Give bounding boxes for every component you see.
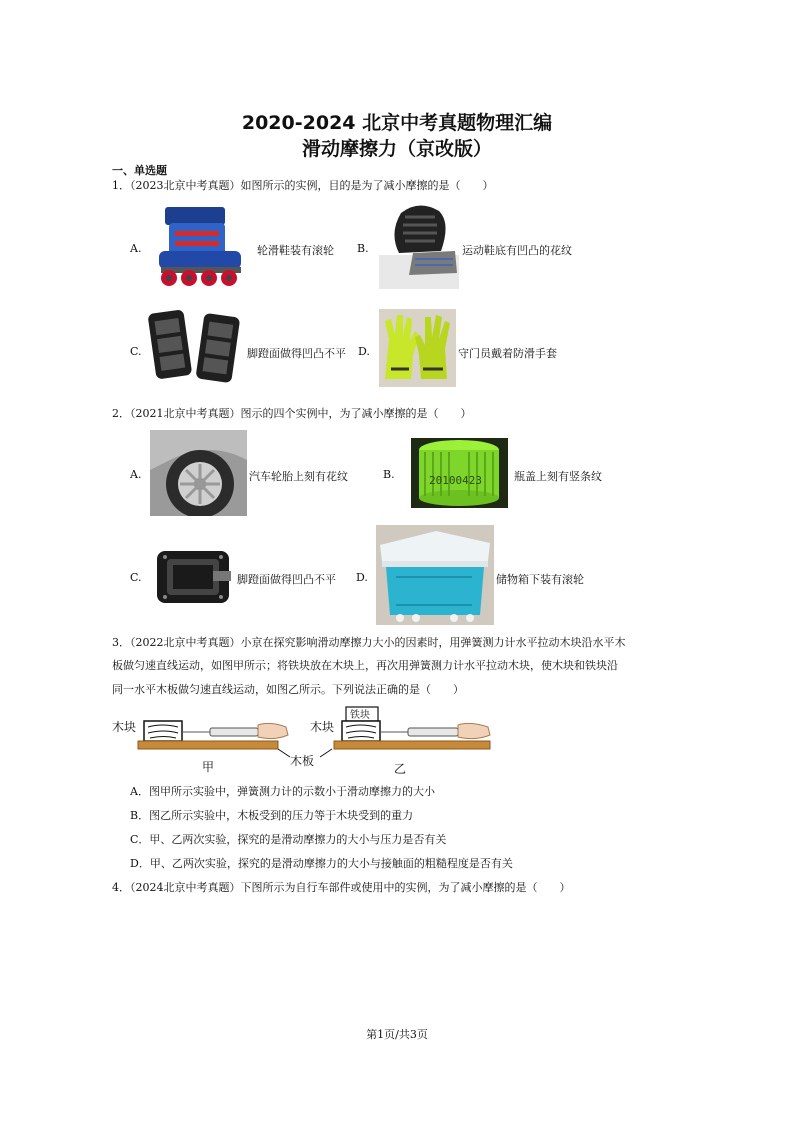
q3-label-jia: 甲 <box>202 760 215 774</box>
q2-option-a-letter: A. <box>130 468 142 481</box>
q3-option-a: A．图甲所示实验中，弹簧测力计的示数小于滑动摩擦力的大小 <box>130 785 435 798</box>
q1-image-roller-skate <box>155 203 250 289</box>
q1-option-c-text: 脚蹬面做得凹凸不平 <box>247 347 346 360</box>
q2-option-c-text: 脚蹬面做得凹凸不平 <box>237 573 336 586</box>
q4-stem: 4．（2024北京中考真题）下图所示为自行车部件或使用中的实例，为了减小摩擦的是（ ） <box>112 881 571 894</box>
q1-stem: 1．（2023北京中考真题）如图所示的实例，目的是为了减小摩擦的是（ ） <box>112 179 494 192</box>
q3-stem-line1: 3．（2022北京中考真题）小京在探究影响滑动摩擦力大小的因素时，用弹簧测力计水平拉动木块沿水平木 <box>112 636 626 649</box>
q1-option-a-letter: A. <box>130 242 142 255</box>
q1-option-b-text: 运动鞋底有凹凸的花纹 <box>462 244 572 257</box>
doc-title-line1: 2020-2024 北京中考真题物理汇编 <box>241 112 553 134</box>
q3-label-yi: 乙 <box>394 762 407 776</box>
q3-spring-scale-2 <box>408 728 458 736</box>
q2-option-c-letter: C. <box>130 571 142 584</box>
q2-option-b-letter: B. <box>383 468 395 481</box>
q1-image-goalkeeper-gloves <box>379 309 456 387</box>
q3-label-iron-block: 铁块 <box>350 710 370 721</box>
q3-stem-line2: 板做匀速直线运动，如图甲所示；将铁块放在木块上，再次用弹簧测力计水平拉动木块，使木块和铁块沿 <box>112 659 618 672</box>
q2-option-b-text: 瓶盖上刻有竖条纹 <box>514 470 602 483</box>
q2-image-car-tire <box>150 430 247 516</box>
q1-option-d-letter: D. <box>358 345 370 358</box>
section-heading: 一、单选题 <box>112 164 167 177</box>
q3-experiment-figure <box>110 705 500 780</box>
q3-hand-1 <box>258 723 288 738</box>
q3-board-2 <box>334 741 490 749</box>
q3-stem-line3: 同一水平木板做匀速直线运动，如图乙所示。下列说法正确的是（ ） <box>112 683 464 696</box>
q1-option-d-text: 守门员戴着防滑手套 <box>458 347 557 360</box>
q1-option-c-letter: C. <box>130 345 142 358</box>
q1-image-sneaker-sole <box>379 203 459 289</box>
q1-image-pedals <box>148 305 243 387</box>
q3-option-d: D．甲、乙两次实验，探究的是滑动摩擦力的大小与接触面的粗糙程度是否有关 <box>130 857 513 870</box>
q3-label-board: 木板 <box>290 754 315 768</box>
q3-option-c: C．甲、乙两次实验，探究的是滑动摩擦力的大小与压力是否有关 <box>130 833 447 846</box>
q2-option-a-text: 汽车轮胎上刻有花纹 <box>249 470 348 483</box>
q3-spring-scale-1 <box>210 728 258 736</box>
q1-option-b-letter: B. <box>357 242 369 255</box>
q3-label-wood-block-1: 木块 <box>112 720 137 734</box>
q2-option-d-text: 储物箱下装有滚轮 <box>496 573 584 586</box>
doc-title-line2: 滑动摩擦力（京改版） <box>301 138 492 160</box>
q2-option-d-letter: D. <box>356 571 368 584</box>
q2-stem: 2．（2021北京中考真题）图示的四个实例中，为了减小摩擦的是（ ） <box>112 407 472 420</box>
q2-image-pedal <box>153 543 233 609</box>
q3-board-1 <box>138 741 278 749</box>
q2-image-storage-box <box>376 525 494 625</box>
page-number: 第1页/共3页 <box>366 1028 428 1041</box>
q3-option-b: B．图乙所示实验中，木板受到的压力等于木块受到的重力 <box>130 809 414 822</box>
q3-hand-2 <box>458 723 490 738</box>
q1-option-a-text: 轮滑鞋装有滚轮 <box>257 244 334 257</box>
q2-image-bottle-cap <box>411 438 508 508</box>
q3-label-wood-block-2: 木块 <box>310 720 335 734</box>
q2-cap-print: 20100423 <box>429 474 482 487</box>
